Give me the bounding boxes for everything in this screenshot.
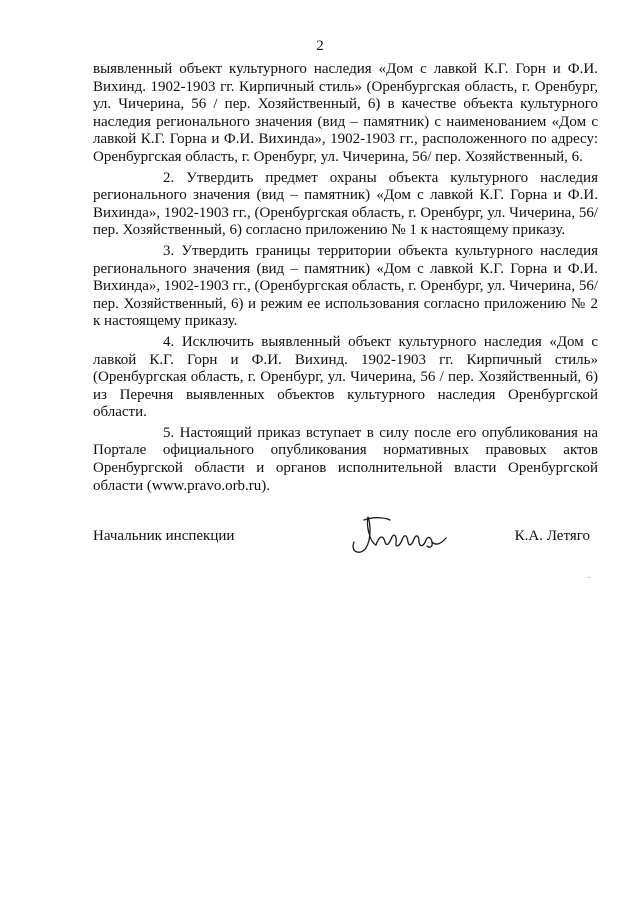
position-title: Начальник инспекции (93, 528, 235, 544)
signature-block (93, 512, 598, 562)
handwritten-signature (346, 512, 466, 560)
document-body (93, 61, 598, 498)
page-number: 2 (316, 38, 324, 54)
paragraph-item-4: 4. Исключить выявленный объект культурного наследия «Дом с лавкой К.Г. Горн и Ф.И. Вихинд. 1902-1903 гг. Кирпичный стиль» (Оренбургская область, г. Оренбург, ул. Чичерина, 56 / пер. Хозяйственный, 6) из Перечня выявленных объектов культурного наследия Оренбургской области. (93, 333, 598, 421)
signer-name: К.А. Летяго (514, 528, 590, 544)
paragraph-item-5: 5. Настоящий приказ вступает в силу после его опубликования на Портале официального опубликования нормативных правовых актов Оренбургской области и органов исполнительной власти Оренбургской области (www.pravo.orb.ru). (93, 424, 598, 494)
paragraph-continuation: выявленный объект культурного наследия «Дом с лавкой К.Г. Горн и Ф.И. Вихинд. 1902-1903 гг. Кирпичный стиль» (Оренбургская область, г. Оренбург, ул. Чичерина, 56 / пер. Хозяйственный, 6) в качестве объекта культурного наследия регионального значения (вид – памятник) с наименованием «Дом с лавкой К.Г. Горна и Ф.И. Вихинда», 1902-1903 гг., расположенного по адресу: Оренбургская область, г. Оренбург, ул. Чичерина, 56/ пер. Хозяйственный, 6. (93, 61, 598, 165)
scan-artifact (588, 577, 590, 578)
paragraph-item-3: 3. Утвердить границы территории объекта культурного наследия регионального значения (вид – памятник) «Дом с лавкой К.Г. Горна и Ф.И. Вихинда», 1902-1903 гг., (Оренбургская область, г. Оренбург, ул. Чичерина, 56/ пер. Хозяйственный, 6) и режим ее использования согласно приложению № 2 к настоящему приказу. (93, 242, 598, 330)
paragraph-item-2: 2. Утвердить предмет охраны объекта культурного наследия регионального значения (вид – памятник) «Дом с лавкой К.Г. Горна и Ф.И. Вихинда», 1902-1903 гг., (Оренбургская область, г. Оренбург, ул. Чичерина, 56/ пер. Хозяйственный, 6) согласно приложению № 1 к настоящему приказу. (93, 169, 598, 239)
